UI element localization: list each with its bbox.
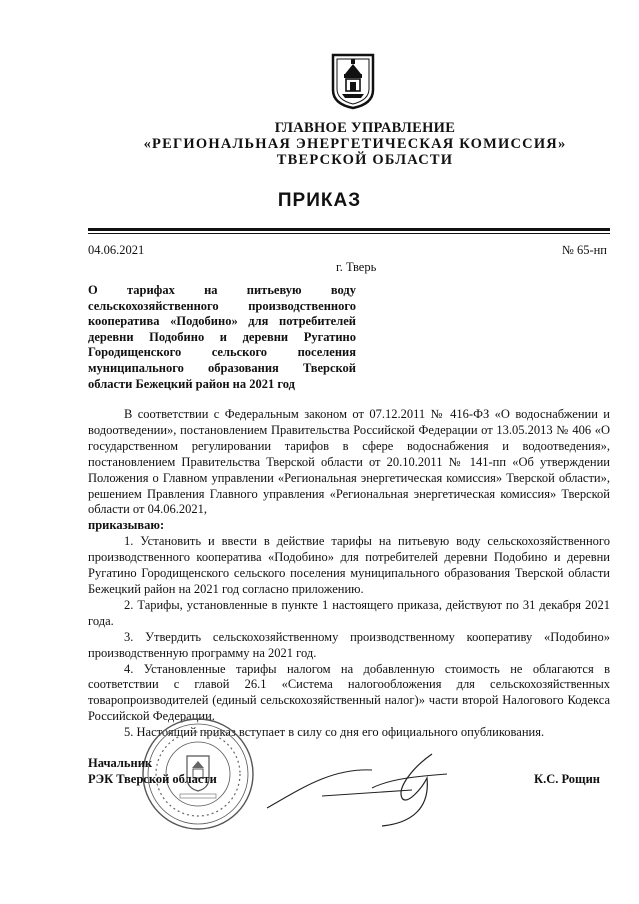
header-divider-thick xyxy=(88,228,610,231)
preamble-paragraph: В соответствии с Федеральным законом от 07.12.2011 № 416-ФЗ «О водоснабжении и водоотведении», постановлением Правительства Российской Федерации от 13.05.2013 № 406 «О государственном регулировании тарифов в сфере водоснабжения и водоотведения», постановлением Правительства Тверской области от 20.10.2011 № 141-пп «Об утверждении Положения о Главном управлении «Региональная энергетическая комиссия» Тверской области», решением Правления Главного управления «Региональная энергетическая комиссия» Тверской области от 04.06.2021, xyxy=(88,407,610,517)
document-date: 04.06.2021 xyxy=(88,243,145,257)
subject-line: деревни Подобино и деревни Ругатино xyxy=(88,329,356,344)
order-word: приказываю: xyxy=(88,518,165,533)
subject-line: муниципального образования Тверской xyxy=(88,360,356,375)
order-item: 4. Установленные тарифы налогом на добавленную стоимость не облагаются в соответствии с главой 26.1 «Система налогообложения для сельскохозяйственных товаропроизводителей (единый сельскохозяйственный налог)» части второй Налогового Кодекса Российской Федерации. xyxy=(88,661,610,724)
signatory-name: К.С. Рощин xyxy=(534,772,600,786)
org-name-line3: ТВЕРСКОЙ ОБЛАСТИ xyxy=(276,152,454,168)
subject-line: области Бежецкий район на 2021 год xyxy=(88,376,295,391)
document-number: № 65-нп xyxy=(561,243,607,257)
order-subject xyxy=(88,283,356,392)
order-item: 5. Настоящий приказ вступает в силу со дня его официального опубликования. xyxy=(124,725,545,740)
order-item: 3. Утвердить сельскохозяйственному производственному кооперативу «Подобино» производственную программу на 2021 год. xyxy=(88,629,610,660)
org-name-line1: ГЛАВНОЕ УПРАВЛЕНИЕ xyxy=(274,120,456,136)
tver-coat-of-arms-icon xyxy=(330,52,376,110)
order-item: 1. Установить и ввести в действие тарифы на питьевую воду сельскохозяйственного производственного кооператива «Подобино» для потребителей деревни Подобино и деревни Ругатино Городищенского сельского поселения муниципального образования Тверской области Бежецкий район на 2021 год согласно приложению. xyxy=(88,534,610,596)
subject-line: кооператива «Подобино» для потребителей xyxy=(88,314,356,329)
signatory-title-line2: РЭК Тверской области xyxy=(88,772,217,786)
document-title: ПРИКАЗ xyxy=(277,190,362,211)
org-name-line2: «РЕГИОНАЛЬНАЯ ЭНЕРГЕТИЧЕСКАЯ КОМИССИЯ» xyxy=(143,136,567,152)
header-divider-thin xyxy=(88,233,610,234)
handwritten-signature-icon xyxy=(262,748,452,828)
order-item: 2. Тарифы, установленные в пункте 1 настоящего приказа, действуют по 31 декабря 2021 года. xyxy=(88,597,610,628)
subject-line: сельскохозяйственного производственного xyxy=(88,298,356,313)
order-body xyxy=(88,407,610,741)
document-city: г. Тверь xyxy=(336,260,377,274)
signatory-title-line1: Начальник xyxy=(88,756,153,770)
subject-line: Городищенского сельского поселения xyxy=(88,345,356,360)
subject-line: О тарифах на питьевую воду xyxy=(88,283,356,297)
